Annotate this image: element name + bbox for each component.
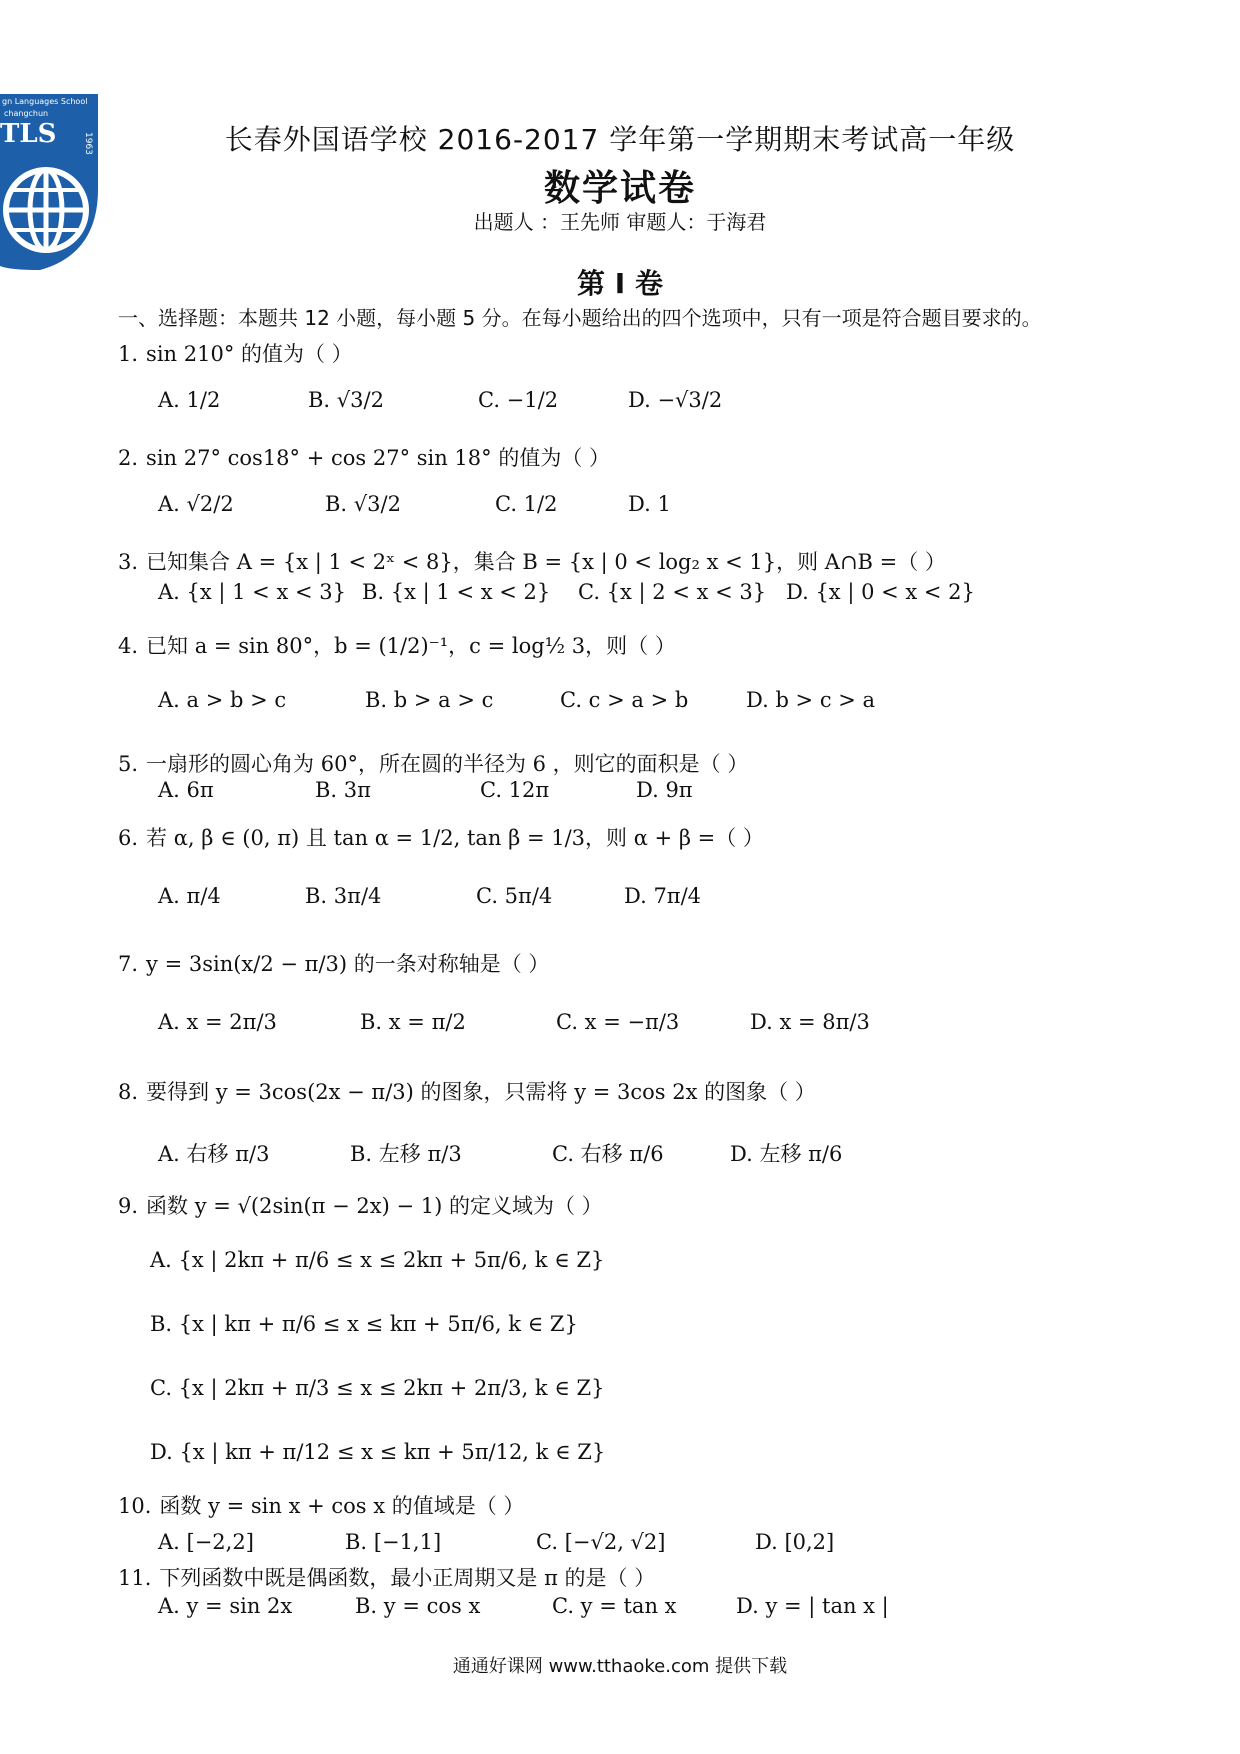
- option-d: D. 1: [628, 492, 671, 516]
- question-11: [118, 1562, 655, 1592]
- option-b: B. 3π/4: [305, 884, 382, 908]
- option-d: D. {x | 0 < x < 2}: [786, 580, 975, 604]
- option-a: A. y = sin 2x: [158, 1594, 293, 1618]
- option-d: D. x = 8π/3: [750, 1010, 870, 1034]
- option-a: A. 6π: [158, 778, 214, 802]
- question-stem: 要得到 y = 3cos(2x − π/3) 的图象，只需将 y = 3cos 2x 的图象（ ）: [146, 1080, 816, 1104]
- question-number: 7.: [118, 952, 139, 976]
- option-a: A. 右移 π/3: [158, 1142, 270, 1166]
- option-a: A. π/4: [158, 884, 221, 908]
- option-d: D. [0,2]: [755, 1530, 835, 1554]
- question-number: 2.: [118, 446, 139, 470]
- question-number: 1.: [118, 342, 139, 366]
- exam-title: 长春外国语学校 2016-2017 学年第一学期期末考试高一年级: [224, 123, 1016, 156]
- question-3: [118, 546, 946, 576]
- question-9: [118, 1190, 603, 1220]
- question-number: 4.: [118, 634, 139, 658]
- option-a: A. {x | 2kπ + π/6 ≤ x ≤ 2kπ + 5π/6, k ∈ Z}: [150, 1248, 605, 1272]
- question-10: [118, 1490, 524, 1520]
- option-a: A. 1/2: [158, 388, 221, 412]
- option-c: C. 5π/4: [476, 884, 553, 908]
- question-stem: sin 27° cos18° + cos 27° sin 18° 的值为（ ）: [146, 446, 611, 470]
- section-heading: 一、选择题：本题共 12 小题，每小题 5 分。在每小题给出的四个选项中，只有一项是符合题目要求的。: [118, 306, 1042, 330]
- exam-subject: 数学试卷: [543, 168, 696, 209]
- option-a: A. {x | 1 < x < 3}: [158, 580, 346, 604]
- option-c: C. y = tan x: [552, 1594, 677, 1618]
- option-d: D. b > c > a: [746, 688, 876, 712]
- question-number: 6.: [118, 826, 139, 850]
- option-b: B. 3π: [315, 778, 371, 802]
- question-number: 10.: [118, 1494, 152, 1518]
- question-stem: sin 210° 的值为（ ）: [146, 342, 353, 366]
- question-4: [118, 630, 676, 660]
- exam-authors: 出题人 ：王先师 审题人：于海君: [473, 210, 767, 234]
- option-b: B. 左移 π/3: [350, 1142, 462, 1166]
- question-stem: 下列函数中既是偶函数，最小正周期又是 π 的是（ ）: [159, 1566, 656, 1590]
- logo-year: 1963: [83, 132, 93, 155]
- question-stem: y = 3sin(x/2 − π/3) 的一条对称轴是（ ）: [146, 952, 550, 976]
- option-c: C. −1/2: [478, 388, 559, 412]
- option-c: C. x = −π/3: [556, 1010, 680, 1034]
- logo-sub-text: changchun: [4, 109, 49, 118]
- option-d: D. 左移 π/6: [730, 1142, 843, 1166]
- volume-heading: 第 I 卷: [577, 267, 663, 300]
- option-a: A. √2/2: [158, 492, 234, 516]
- option-b: B. {x | kπ + π/6 ≤ x ≤ kπ + 5π/6, k ∈ Z}: [150, 1312, 578, 1336]
- question-1: [118, 338, 353, 368]
- question-stem: 若 α, β ∈ (0, π) 且 tan α = 1/2, tan β = 1/3，则 α + β =（ ）: [146, 826, 764, 850]
- option-b: B. y = cos x: [355, 1594, 481, 1618]
- question-stem: 已知 a = sin 80°，b = (1/2)⁻¹，c = log½ 3，则（ ）: [146, 634, 676, 658]
- question-number: 5.: [118, 752, 139, 776]
- option-b: B. √3/2: [325, 492, 401, 516]
- question-stem: 函数 y = √(2sin(π − 2x) − 1) 的定义域为（ ）: [146, 1194, 603, 1218]
- option-d: D. 9π: [636, 778, 693, 802]
- logo-top-text: gn Languages School: [2, 97, 88, 106]
- option-c: C. {x | 2 < x < 3}: [578, 580, 767, 604]
- option-c: C. {x | 2kπ + π/3 ≤ x ≤ 2kπ + 2π/3, k ∈ Z}: [150, 1376, 605, 1400]
- option-d: D. {x | kπ + π/12 ≤ x ≤ kπ + 5π/12, k ∈ Z}: [150, 1440, 606, 1464]
- option-b: B. √3/2: [308, 388, 384, 412]
- question-number: 3.: [118, 550, 139, 574]
- option-c: C. 1/2: [495, 492, 558, 516]
- option-c: C. 右移 π/6: [552, 1142, 664, 1166]
- question-7: [118, 948, 549, 978]
- question-8: [118, 1076, 816, 1106]
- question-stem: 函数 y = sin x + cos x 的值域是（ ）: [159, 1494, 525, 1518]
- option-d: D. −√3/2: [628, 388, 723, 412]
- option-b: B. x = π/2: [360, 1010, 466, 1034]
- option-b: B. b > a > c: [365, 688, 494, 712]
- option-c: C. 12π: [480, 778, 550, 802]
- question-stem: 一扇形的圆心角为 60°，所在圆的半径为 6 ，则它的面积是（ ）: [146, 752, 749, 776]
- question-number: 11.: [118, 1566, 152, 1590]
- option-d: D. 7π/4: [624, 884, 702, 908]
- option-b: B. [−1,1]: [345, 1530, 442, 1554]
- option-b: B. {x | 1 < x < 2}: [362, 580, 551, 604]
- logo-letters: TLS: [0, 119, 57, 149]
- option-c: C. c > a > b: [560, 688, 689, 712]
- question-5: [118, 748, 748, 778]
- option-a: A. a > b > c: [158, 688, 287, 712]
- question-6: [118, 822, 764, 852]
- option-c: C. [−√2, √2]: [536, 1530, 666, 1554]
- question-stem: 已知集合 A = {x | 1 < 2ˣ < 8}，集合 B = {x | 0 < log₂ x < 1}，则 A∩B =（ ）: [146, 550, 946, 574]
- option-a: A. [−2,2]: [158, 1530, 254, 1554]
- question-2: [118, 442, 610, 472]
- option-d: D. y = | tan x |: [736, 1594, 889, 1618]
- question-number: 8.: [118, 1080, 139, 1104]
- footer-text: 通通好课网 www.tthaoke.com 提供下载: [452, 1656, 788, 1677]
- option-a: A. x = 2π/3: [158, 1010, 277, 1034]
- question-number: 9.: [118, 1194, 139, 1218]
